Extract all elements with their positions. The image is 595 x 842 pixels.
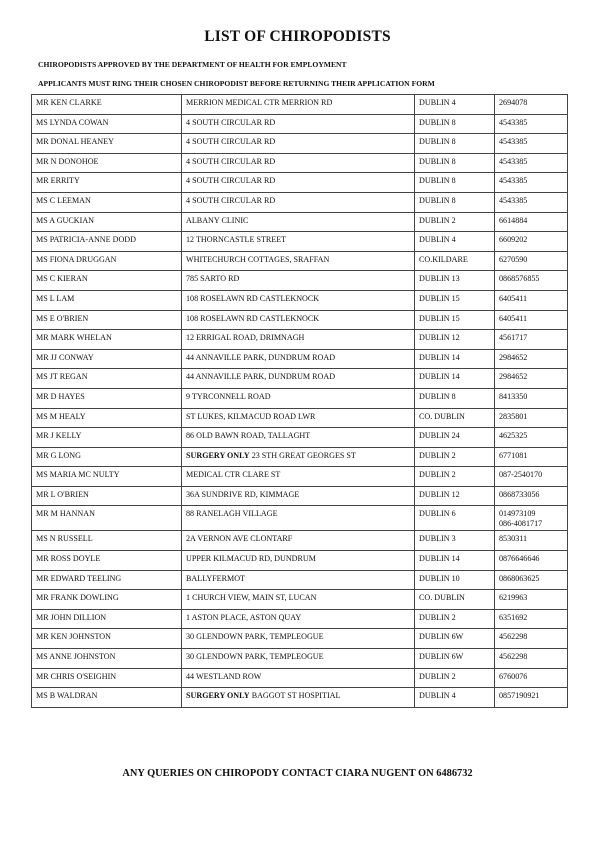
chiropodist-name: MR M HANNAN xyxy=(32,506,182,531)
table-row xyxy=(32,290,568,310)
chiropodist-area: DUBLIN 8 xyxy=(415,134,495,154)
table-row xyxy=(32,629,568,649)
phone-number: 0868576855 xyxy=(499,274,540,284)
chiropodist-address xyxy=(182,668,415,688)
chiropodist-area: DUBLIN 8 xyxy=(415,173,495,193)
chiropodist-phone xyxy=(495,551,568,571)
chiropodist-address xyxy=(182,570,415,590)
chiropodist-address xyxy=(182,388,415,408)
chiropodist-address xyxy=(182,95,415,115)
chiropodist-phone xyxy=(495,408,568,428)
chiropodist-name: MS ANNE JOHNSTON xyxy=(32,649,182,669)
phone-number: 087-2540170 xyxy=(499,470,543,480)
chiropodist-area: DUBLIN 24 xyxy=(415,428,495,448)
address-text: 23 STH GREAT GEORGES ST xyxy=(251,450,356,460)
address-text: ST LUKES, KILMACUD ROAD LWR xyxy=(186,411,316,421)
chiropodist-area: DUBLIN 15 xyxy=(415,310,495,330)
chiropodist-address xyxy=(182,531,415,551)
chiropodist-name: MS N RUSSELL xyxy=(32,531,182,551)
chiropodist-name: MR EDWARD TEELING xyxy=(32,570,182,590)
address-text: 44 WESTLAND ROW xyxy=(186,671,262,681)
subtitle-instructions: APPLICANTS MUST RING THEIR CHOSEN CHIROPODIST BEFORE RETURNING THEIR APPLICATION FORM xyxy=(38,79,435,88)
chiropodist-area: DUBLIN 12 xyxy=(415,486,495,506)
address-text: 9 TYRCONNELL ROAD xyxy=(186,391,271,401)
chiropodist-phone xyxy=(495,153,568,173)
chiropodist-area: DUBLIN 8 xyxy=(415,114,495,134)
chiropodist-area: DUBLIN 6 xyxy=(415,506,495,531)
chiropodist-area: DUBLIN 12 xyxy=(415,330,495,350)
phone-number: 2984652 xyxy=(499,372,528,382)
chiropodist-phone xyxy=(495,271,568,291)
chiropodist-name: MR JJ CONWAY xyxy=(32,349,182,369)
chiropodist-area: DUBLIN 2 xyxy=(415,467,495,487)
chiropodist-name: MR DONAL HEANEY xyxy=(32,134,182,154)
chiropodist-name: MR ERRITY xyxy=(32,173,182,193)
address-text: 44 ANNAVILLE PARK, DUNDRUM ROAD xyxy=(186,352,336,362)
chiropodist-address xyxy=(182,486,415,506)
phone-number: 6760076 xyxy=(499,671,528,681)
chiropodist-area: DUBLIN 10 xyxy=(415,570,495,590)
address-text: UPPER KILMACUD RD, DUNDRUM xyxy=(186,554,316,564)
chiropodist-phone xyxy=(495,570,568,590)
address-text: 1 CHURCH VIEW, MAIN ST, LUCAN xyxy=(186,593,317,603)
chiropodist-area: DUBLIN 8 xyxy=(415,388,495,408)
chiropodist-address xyxy=(182,330,415,350)
chiropodist-name: MS B WALDRAN xyxy=(32,688,182,708)
table-row xyxy=(32,349,568,369)
subtitle-approved: CHIROPODISTS APPROVED BY THE DEPARTMENT OF HEALTH FOR EMPLOYMENT xyxy=(38,60,347,69)
chiropodist-name: MR ROSS DOYLE xyxy=(32,551,182,571)
phone-number: 4543385 xyxy=(499,176,528,186)
phone-number: 4562298 xyxy=(499,632,528,642)
chiropodist-phone xyxy=(495,95,568,115)
chiropodist-phone xyxy=(495,668,568,688)
phone-number: 6405411 xyxy=(499,313,528,323)
phone-number: 6614884 xyxy=(499,215,528,225)
table-row xyxy=(32,609,568,629)
address-text: 108 ROSELAWN RD CASTLEKNOCK xyxy=(186,313,320,323)
phone-number: 2984652 xyxy=(499,352,528,362)
chiropodist-name: MR KEN CLARKE xyxy=(32,95,182,115)
chiropodist-phone xyxy=(495,629,568,649)
table-row xyxy=(32,271,568,291)
address-text: MEDICAL CTR CLARE ST xyxy=(186,470,281,480)
chiropodist-name: MR FRANK DOWLING xyxy=(32,590,182,610)
chiropodist-name: MS C KIERAN xyxy=(32,271,182,291)
chiropodist-address xyxy=(182,467,415,487)
table-row xyxy=(32,668,568,688)
table-row xyxy=(32,95,568,115)
chiropodist-address xyxy=(182,590,415,610)
chiropodist-phone xyxy=(495,134,568,154)
phone-number: 4625325 xyxy=(499,431,528,441)
phone-number: 014973109 xyxy=(499,509,536,519)
phone-number: 6351692 xyxy=(499,612,528,622)
chiropodist-address xyxy=(182,428,415,448)
table-row xyxy=(32,408,568,428)
chiropodist-address xyxy=(182,212,415,232)
chiropodist-area: DUBLIN 4 xyxy=(415,688,495,708)
chiropodist-phone xyxy=(495,173,568,193)
table-row xyxy=(32,251,568,271)
chiropodist-address xyxy=(182,629,415,649)
chiropodist-phone xyxy=(495,388,568,408)
chiropodist-phone xyxy=(495,192,568,212)
chiropodist-name: MR CHRIS O'SEIGHIN xyxy=(32,668,182,688)
chiropodist-address xyxy=(182,153,415,173)
chiropodist-phone xyxy=(495,467,568,487)
chiropodist-address xyxy=(182,192,415,212)
phone-number: 4543385 xyxy=(499,117,528,127)
table-row xyxy=(32,506,568,531)
chiropodist-name: MR JOHN DILLION xyxy=(32,609,182,629)
chiropodist-area: CO.KILDARE xyxy=(415,251,495,271)
contact-footer: ANY QUERIES ON CHIROPODY CONTACT CIARA NUGENT ON 6486732 xyxy=(122,768,473,779)
chiropodist-area: DUBLIN 8 xyxy=(415,153,495,173)
phone-number: 0857190921 xyxy=(499,691,540,701)
chiropodist-phone xyxy=(495,486,568,506)
chiropodist-area: DUBLIN 13 xyxy=(415,271,495,291)
phone-number: 4543385 xyxy=(499,195,528,205)
phone-number: 8530311 xyxy=(499,534,528,544)
chiropodist-area: DUBLIN 14 xyxy=(415,551,495,571)
chiropodist-address xyxy=(182,251,415,271)
chiropodist-phone xyxy=(495,349,568,369)
chiropodist-area: DUBLIN 3 xyxy=(415,531,495,551)
table-row xyxy=(32,153,568,173)
address-text: BAGGOT ST HOSPITIAL xyxy=(251,691,341,701)
chiropodist-address xyxy=(182,173,415,193)
chiropodist-phone xyxy=(495,369,568,389)
address-text: 30 GLENDOWN PARK, TEMPLEOGUE xyxy=(186,652,324,662)
address-text: ALBANY CLINIC xyxy=(186,215,249,225)
table-row xyxy=(32,447,568,467)
chiropodist-table xyxy=(31,94,568,708)
chiropodist-area: CO. DUBLIN xyxy=(415,590,495,610)
chiropodist-address xyxy=(182,271,415,291)
table-row xyxy=(32,486,568,506)
phone-number: 6270590 xyxy=(499,254,528,264)
table-row xyxy=(32,192,568,212)
address-text: 88 RANELAGH VILLAGE xyxy=(186,509,278,519)
phone-number: 4562298 xyxy=(499,652,528,662)
table-row xyxy=(32,688,568,708)
chiropodist-phone xyxy=(495,688,568,708)
chiropodist-phone xyxy=(495,649,568,669)
chiropodist-area: DUBLIN 2 xyxy=(415,447,495,467)
chiropodist-name: MR G LONG xyxy=(32,447,182,467)
chiropodist-area: DUBLIN 6W xyxy=(415,649,495,669)
chiropodist-address xyxy=(182,369,415,389)
table-row xyxy=(32,369,568,389)
chiropodist-address xyxy=(182,290,415,310)
phone-number: 4561717 xyxy=(499,333,528,343)
surgery-only-label: SURGERY ONLY xyxy=(186,450,250,460)
phone-number: 2835801 xyxy=(499,411,528,421)
table-row xyxy=(32,570,568,590)
address-text: 4 SOUTH CIRCULAR RD xyxy=(186,176,276,186)
chiropodist-phone xyxy=(495,114,568,134)
table-row xyxy=(32,428,568,448)
address-text: 108 ROSELAWN RD CASTLEKNOCK xyxy=(186,293,320,303)
phone-number: 4543385 xyxy=(499,137,528,147)
chiropodist-area: DUBLIN 2 xyxy=(415,212,495,232)
chiropodist-address xyxy=(182,134,415,154)
address-text: 86 OLD BAWN ROAD, TALLAGHT xyxy=(186,431,311,441)
address-text: 4 SOUTH CIRCULAR RD xyxy=(186,156,276,166)
chiropodist-area: DUBLIN 14 xyxy=(415,349,495,369)
page-title: LIST OF CHIROPODISTS xyxy=(204,28,391,45)
address-text: 4 SOUTH CIRCULAR RD xyxy=(186,195,276,205)
chiropodist-name: MS E O'BRIEN xyxy=(32,310,182,330)
chiropodist-name: MS C LEEMAN xyxy=(32,192,182,212)
chiropodist-area: DUBLIN 14 xyxy=(415,369,495,389)
chiropodist-phone xyxy=(495,310,568,330)
chiropodist-name: MS JT REGAN xyxy=(32,369,182,389)
chiropodist-phone xyxy=(495,251,568,271)
phone-number: 6405411 xyxy=(499,293,528,303)
chiropodist-address xyxy=(182,232,415,252)
chiropodist-name: MS MARIA MC NULTY xyxy=(32,467,182,487)
chiropodist-phone xyxy=(495,590,568,610)
phone-number: 8413350 xyxy=(499,391,528,401)
chiropodist-address xyxy=(182,649,415,669)
chiropodist-area: CO. DUBLIN xyxy=(415,408,495,428)
address-text: 12 THORNCASTLE STREET xyxy=(186,235,287,245)
phone-number: 6771081 xyxy=(499,450,528,460)
chiropodist-area: DUBLIN 4 xyxy=(415,95,495,115)
address-text: 30 GLENDOWN PARK, TEMPLEOGUE xyxy=(186,632,324,642)
chiropodist-name: MS A GUCKIAN xyxy=(32,212,182,232)
chiropodist-phone xyxy=(495,609,568,629)
chiropodist-phone xyxy=(495,232,568,252)
chiropodist-address xyxy=(182,688,415,708)
table-row xyxy=(32,590,568,610)
table-row xyxy=(32,310,568,330)
table-row xyxy=(32,330,568,350)
table-row xyxy=(32,114,568,134)
chiropodist-name: MS PATRICIA-ANNE DODD xyxy=(32,232,182,252)
chiropodist-name: MR MARK WHELAN xyxy=(32,330,182,350)
chiropodist-name: MR D HAYES xyxy=(32,388,182,408)
chiropodist-area: DUBLIN 4 xyxy=(415,232,495,252)
phone-number: 086-4081717 xyxy=(499,519,543,529)
chiropodist-phone xyxy=(495,212,568,232)
chiropodist-address xyxy=(182,506,415,531)
chiropodist-name: MS LYNDA COWAN xyxy=(32,114,182,134)
address-text: 2A VERNON AVE CLONTARF xyxy=(186,534,293,544)
chiropodist-address xyxy=(182,447,415,467)
chiropodist-phone xyxy=(495,531,568,551)
chiropodist-area: DUBLIN 8 xyxy=(415,192,495,212)
table-row xyxy=(32,173,568,193)
chiropodist-area: DUBLIN 15 xyxy=(415,290,495,310)
chiropodist-address xyxy=(182,609,415,629)
chiropodist-name: MR KEN JOHNSTON xyxy=(32,629,182,649)
table-row xyxy=(32,212,568,232)
table-row xyxy=(32,551,568,571)
table-row xyxy=(32,388,568,408)
phone-number: 2694078 xyxy=(499,98,528,107)
chiropodist-name: MS FIONA DRUGGAN xyxy=(32,251,182,271)
address-text: MERRION MEDICAL CTR MERRION RD xyxy=(186,98,333,107)
chiropodist-name: MR J KELLY xyxy=(32,428,182,448)
chiropodist-phone xyxy=(495,506,568,531)
phone-number: 0876646646 xyxy=(499,554,540,564)
table-row xyxy=(32,134,568,154)
chiropodist-phone xyxy=(495,428,568,448)
chiropodist-name: MR N DONOHOE xyxy=(32,153,182,173)
address-text: 36A SUNDRIVE RD, KIMMAGE xyxy=(186,489,300,499)
address-text: 1 ASTON PLACE, ASTON QUAY xyxy=(186,612,302,622)
chiropodist-address xyxy=(182,114,415,134)
chiropodist-address xyxy=(182,349,415,369)
chiropodist-name: MS L LAM xyxy=(32,290,182,310)
chiropodist-name: MS M HEALY xyxy=(32,408,182,428)
chiropodist-phone xyxy=(495,447,568,467)
address-text: 4 SOUTH CIRCULAR RD xyxy=(186,137,276,147)
table-row xyxy=(32,467,568,487)
phone-number: 4543385 xyxy=(499,156,528,166)
address-text: 44 ANNAVILLE PARK, DUNDRUM ROAD xyxy=(186,372,336,382)
chiropodist-address xyxy=(182,551,415,571)
table-row xyxy=(32,649,568,669)
chiropodist-name: MR L O'BRIEN xyxy=(32,486,182,506)
phone-number: 0868733056 xyxy=(499,489,540,499)
address-text: 785 SARTO RD xyxy=(186,274,240,284)
chiropodist-address xyxy=(182,310,415,330)
chiropodist-address xyxy=(182,408,415,428)
chiropodist-phone xyxy=(495,330,568,350)
chiropodist-area: DUBLIN 6W xyxy=(415,629,495,649)
address-text: 12 ERRIGAL ROAD, DRIMNAGH xyxy=(186,333,305,343)
address-text: BALLYFERMOT xyxy=(186,573,245,583)
surgery-only-label: SURGERY ONLY xyxy=(186,691,250,701)
chiropodist-phone xyxy=(495,290,568,310)
phone-number: 6609202 xyxy=(499,235,528,245)
phone-number: 0868063625 xyxy=(499,573,540,583)
address-text: WHITECHURCH COTTAGES, SRAFFAN xyxy=(186,254,330,264)
address-text: 4 SOUTH CIRCULAR RD xyxy=(186,117,276,127)
chiropodist-area: DUBLIN 2 xyxy=(415,609,495,629)
table-row xyxy=(32,531,568,551)
table-row xyxy=(32,232,568,252)
phone-number: 6219963 xyxy=(499,593,528,603)
chiropodist-area: DUBLIN 2 xyxy=(415,668,495,688)
